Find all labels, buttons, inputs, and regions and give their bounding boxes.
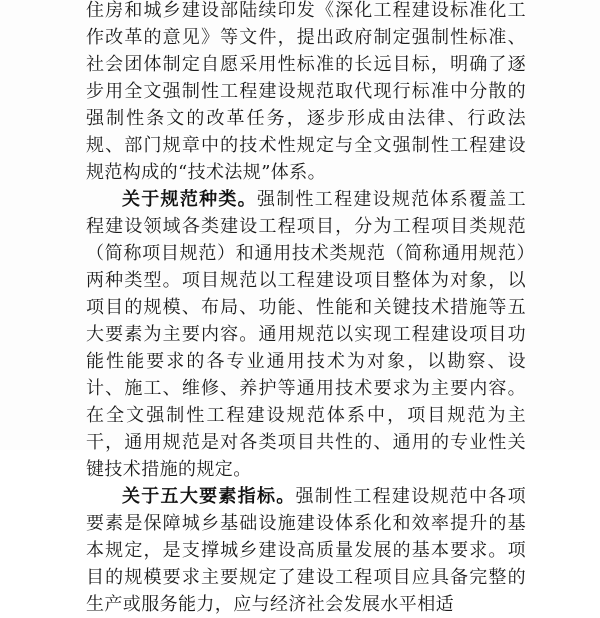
paragraph-five-elements <box>86 483 526 618</box>
paragraph-intro-body: 住房和城乡建设部陆续印发《深化工程建设标准化工作改革的意见》等文件，提出政府制定强制性标准、社会团体制定自愿采用性标准的长远目标，明确了逐步用全文强制性工程建设规范取代现行标准中分散的强制性条文的改革任务，逐步形成由法律、行政法规、部门规章中的技术性规定与全文强制性工程建设规范构成的“技术法规”体系。 <box>86 0 526 183</box>
paragraph-five-elements-body: 强制性工程建设规范中各项要素是保障城乡基础设施建设体系化和效率提升的基本规定，是支撑城乡建设高质量发展的基本要求。项目的规模要求主要规定了建设工程项目应具备完整的生产或服务能力，应与经济社会发展水平相适 <box>86 486 526 615</box>
paragraph-intro <box>86 0 526 186</box>
paragraph-spec-types-body: 强制性工程建设规范体系覆盖工程建设领域各类建设工程项目，分为工程项目类规范（简称项目规范）和通用技术类规范（简称通用规范）两种类型。项目规范以工程建设项目整体为对象，以项目的规模、布局、功能、性能和关键技术措施等五大要素为主要内容。通用规范以实现工程建设项目功能性能要求的各专业通用技术为对象，以勘察、设计、施工、维修、养护等通用技术要求为主要内容。在全文强制性工程建设规范体系中，项目规范为主干，通用规范是对各类项目共性的、通用的专业性关键技术措施的规定。 <box>86 189 526 480</box>
paragraph-five-elements-heading: 关于五大要素指标。 <box>122 486 296 507</box>
document-text <box>86 0 526 618</box>
paragraph-spec-types <box>86 186 526 483</box>
paragraph-spec-types-heading: 关于规范种类。 <box>122 189 257 210</box>
